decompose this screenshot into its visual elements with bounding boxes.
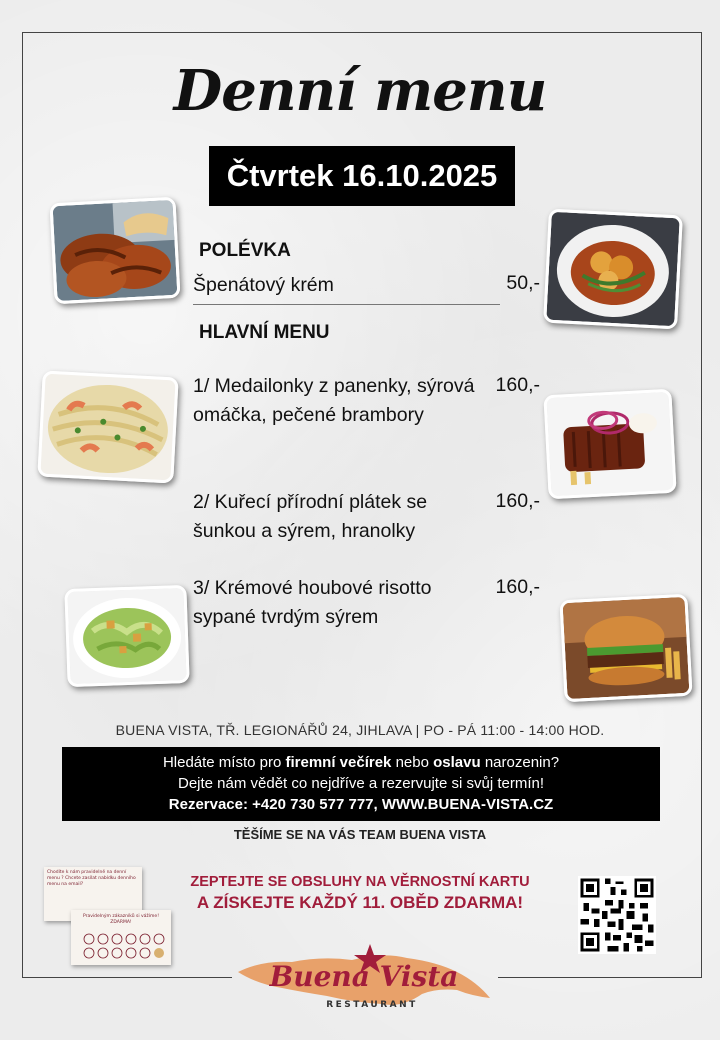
- frame-top-line: [22, 32, 702, 33]
- photo-ribs: [543, 389, 676, 500]
- date-banner: Čtvrtek 16.10.2025: [209, 146, 515, 206]
- photo-grilled-chicken: [49, 197, 180, 304]
- soup-item-price: 50,-: [506, 272, 540, 294]
- address-hours: BUENA VISTA, TŘ. LEGIONÁŘŮ 24, JIHLAVA | PO - PÁ 11:00 - 14:00 HOD.: [115, 722, 605, 738]
- menu-item-2-name: 2/ Kuřecí přírodní plátek se šunkou a sýrem, hranolky: [193, 491, 428, 542]
- photo-potatoes-dish: [543, 209, 683, 330]
- logo-wordmark: Buena Vista: [269, 960, 459, 993]
- menu-item-1-price: 160,-: [495, 374, 540, 396]
- menu-item-3-price: 160,-: [495, 576, 540, 598]
- promo-line-2: Dejte nám vědět co nejdříve a rezervujte si svůj termín!: [178, 775, 544, 792]
- photo-shrimp-pasta: [37, 371, 178, 484]
- photo-burger: [559, 594, 692, 703]
- promo-line-1: Hledáte místo pro firemní večírek nebo oslavu narozenin?: [162, 754, 560, 771]
- menu-item-3-name: 3/ Krémové houbové risotto sypané tvrdým sýrem: [193, 577, 432, 628]
- main-menu-heading: HLAVNÍ MENU: [199, 322, 330, 343]
- soup-divider: [193, 304, 500, 305]
- card-front-text: Chodíte k nám pravidelně na denní menu ? Chcete zasílat nabídku denního menu na email?: [47, 870, 136, 887]
- buena-vista-logo: [232, 938, 496, 1022]
- frame-bottom-right-line: [498, 977, 702, 978]
- stamp-circles-icon: [71, 932, 171, 962]
- promo-line-3: Rezervace: +420 730 577 777, WWW.BUENA-VISTA.CZ: [168, 796, 554, 813]
- soup-heading: POLÉVKA: [199, 240, 291, 261]
- logo-subtitle: RESTAURANT: [326, 1000, 418, 1010]
- qr-code-icon: [578, 876, 656, 954]
- loyalty-card-image-back: [71, 910, 171, 965]
- loyalty-line-1: ZEPTEJTE SE OBSLUHY NA VĚRNOSTNÍ KARTU: [190, 874, 530, 890]
- loyalty-offer: [160, 872, 560, 914]
- frame-bottom-left-line: [22, 977, 232, 978]
- photo-caesar-salad: [64, 585, 189, 687]
- soup-item-name: Špenátový krém: [193, 274, 334, 296]
- reservation-promo-banner: [62, 747, 660, 821]
- team-signoff: TĚŠÍME SE NA VÁS TEAM BUENA VISTA: [233, 827, 487, 842]
- page-title: Denní menu: [173, 58, 547, 124]
- menu-item-1-name: 1/ Medailonky z panenky, sýrová omáčka, pečené brambory: [193, 375, 475, 426]
- menu-item-2-price: 160,-: [495, 490, 540, 512]
- loyalty-line-2: A ZÍSKEJTE KAŽDÝ 11. OBĚD ZDARMA!: [196, 893, 524, 912]
- card-back-text: Pravidelným zákazníků si vážíme! ZDARMA!: [83, 914, 159, 925]
